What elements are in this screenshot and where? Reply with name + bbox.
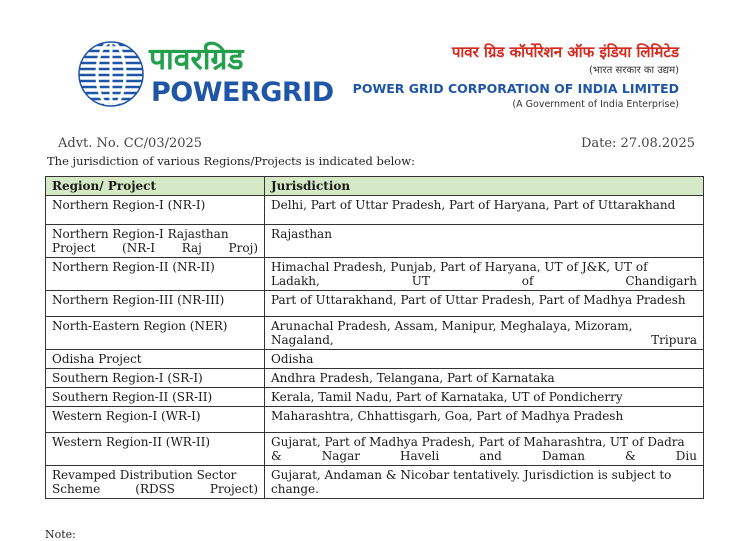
region-cell: Northern Region-III (NR-III): [46, 291, 265, 317]
logo-english-text: POWERGRID: [151, 77, 334, 108]
corporation-name-block: [353, 42, 679, 111]
column-header-jurisdiction: Jurisdiction: [265, 177, 704, 196]
jurisdiction-cell: Gujarat, Andaman & Nicobar tentatively. Jurisdiction is subject to change.: [265, 466, 704, 499]
region-cell: Southern Region-II (SR-II): [46, 388, 265, 407]
corp-subtitle-hindi: (भारत सरकार का उद्यम): [589, 65, 679, 76]
corp-name-english: POWER GRID CORPORATION OF INDIA LIMITED: [352, 81, 679, 96]
intro-text: The jurisdiction of various Regions/Projects is indicated below:: [47, 154, 415, 168]
jurisdiction-cell: Delhi, Part of Uttar Pradesh, Part of Haryana, Part of Uttarakhand: [265, 196, 704, 225]
table-row: [46, 291, 704, 317]
table-row: [46, 369, 704, 388]
table-row: [46, 196, 704, 225]
table-row: [46, 225, 704, 258]
table-row: [46, 433, 704, 466]
region-cell: Western Region-II (WR-II): [46, 433, 265, 466]
table-row: [46, 407, 704, 433]
region-cell: Western Region-I (WR-I): [46, 407, 265, 433]
document-date: Date: 27.08.2025: [580, 136, 695, 151]
region-cell: Southern Region-I (SR-I): [46, 369, 265, 388]
jurisdiction-cell: Arunachal Pradesh, Assam, Manipur, Meghalaya, Mizoram, Nagaland, Tripura: [265, 317, 704, 350]
corp-name-hindi: पावर ग्रिड कॉर्पोरेशन ऑफ इंडिया लिमिटेड: [451, 43, 679, 61]
jurisdiction-cell: Odisha: [265, 350, 704, 369]
corp-subtitle-english: (A Government of India Enterprise): [512, 99, 679, 110]
region-cell: Odisha Project: [46, 350, 265, 369]
jurisdiction-cell: Rajasthan: [265, 225, 704, 258]
globe-logo-icon: [77, 40, 145, 108]
powergrid-logo: [77, 40, 334, 110]
table-row: [46, 258, 704, 291]
jurisdiction-cell: Maharashtra, Chhattisgarh, Goa, Part of Madhya Pradesh: [265, 407, 704, 433]
column-header-region: Region/ Project: [46, 177, 265, 196]
region-cell: Northern Region-II (NR-II): [46, 258, 265, 291]
jurisdiction-table: [45, 176, 704, 499]
region-cell: Revamped Distribution Sector Scheme (RDSS Project): [46, 466, 265, 499]
logo-hindi-text: पावरग्रिड: [149, 42, 244, 77]
advertisement-number: Advt. No. CC/03/2025: [58, 136, 203, 151]
jurisdiction-cell: Part of Uttarakhand, Part of Uttar Pradesh, Part of Madhya Pradesh: [265, 291, 704, 317]
jurisdiction-cell: Andhra Pradesh, Telangana, Part of Karnataka: [265, 369, 704, 388]
table-header-row: [46, 177, 704, 196]
table-row: [46, 388, 704, 407]
table-row: [46, 466, 704, 499]
table-row: [46, 350, 704, 369]
region-cell: Northern Region-I (NR-I): [46, 196, 265, 225]
table-row: [46, 317, 704, 350]
region-cell: Northern Region-I Rajasthan Project (NR-I Raj Proj): [46, 225, 265, 258]
jurisdiction-cell: Kerala, Tamil Nadu, Part of Karnataka, UT of Pondicherry: [265, 388, 704, 407]
jurisdiction-cell: Himachal Pradesh, Punjab, Part of Haryana, UT of J&K, UT of Ladakh, UT of Chandigarh: [265, 258, 704, 291]
note-label: Note:: [45, 528, 76, 541]
region-cell: North-Eastern Region (NER): [46, 317, 265, 350]
jurisdiction-cell: Gujarat, Part of Madhya Pradesh, Part of Maharashtra, UT of Dadra & Nagar Haveli and Daman & Diu: [265, 433, 704, 466]
